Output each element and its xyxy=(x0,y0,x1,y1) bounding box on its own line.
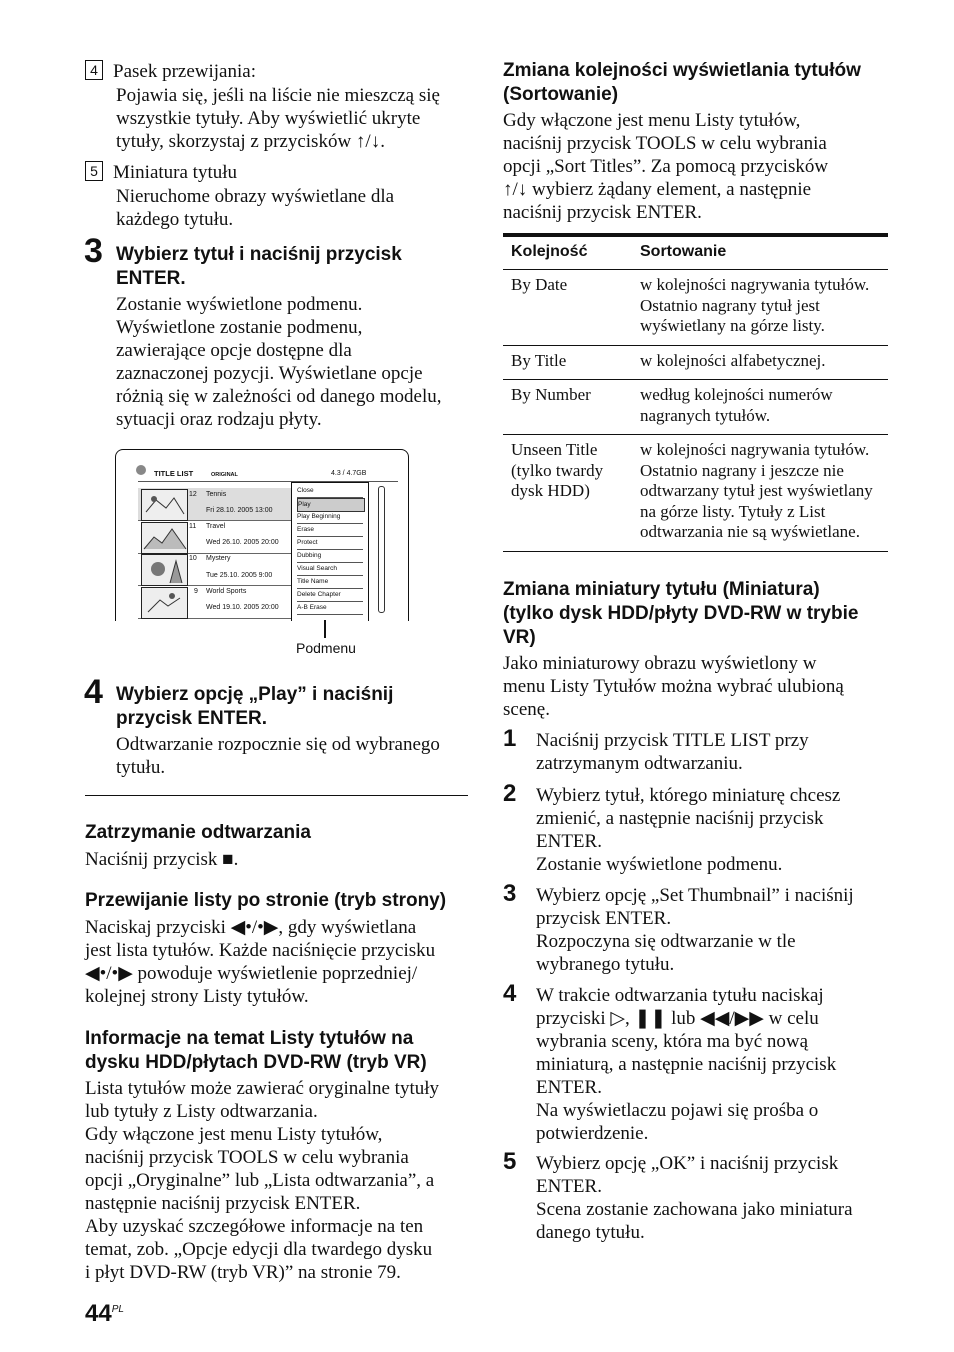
disc-icon xyxy=(136,465,146,475)
info-heading xyxy=(85,1027,427,1075)
stop-text: Naciśnij przycisk ■. xyxy=(85,849,239,870)
text-line: Na wyświetlaczu pojawi się prośba o xyxy=(536,1100,819,1121)
row-date: Fri 28.10. 2005 13:00 xyxy=(206,507,273,514)
text-line: naciśnij przycisk TOOLS w celu wybrania xyxy=(503,133,827,154)
step-4-text xyxy=(116,733,440,779)
row-number: 10 xyxy=(189,555,197,562)
item-4-text xyxy=(116,84,440,153)
heading-line: Zmiana miniatury tytułu (Miniatura) xyxy=(503,579,820,600)
paging-text xyxy=(85,916,435,1008)
row-date: Wed 19.10. 2005 20:00 xyxy=(206,604,279,611)
text-line: ◀•/•▶ powoduje wyświetlenie poprzedniej/ xyxy=(85,963,418,984)
table-cell: w kolejności alfabetycznej. xyxy=(632,345,888,380)
text-line: potwierdzenie. xyxy=(536,1123,649,1144)
step-1-text xyxy=(536,729,809,775)
text-line: miniaturą, a następnie naciśnij przycisk xyxy=(536,1054,837,1075)
text-line: Zostanie wyświetlone podmenu. xyxy=(536,854,783,875)
step-4b-text xyxy=(536,984,836,1145)
text-line: Odtwarzanie rozpocznie się od wybranego xyxy=(116,734,440,755)
step-3b-text xyxy=(536,884,854,976)
submenu xyxy=(291,482,369,621)
table-cell: By Date xyxy=(503,270,632,346)
sort-text xyxy=(503,109,828,224)
text-line: Scena zostanie zachowana jako miniatura xyxy=(536,1199,853,1220)
text-line: Naciskaj przyciski ◀•/•▶, gdy wyświetlana xyxy=(85,917,417,938)
text-line: kolejnej strony Listy tytułów. xyxy=(85,986,309,1007)
step-5-number: 5 xyxy=(503,1148,517,1175)
table-row xyxy=(503,380,888,435)
section-divider xyxy=(85,795,468,796)
text-line: Wybierz opcję „Set Thumbnail” i naciśnij xyxy=(536,885,854,906)
page-number xyxy=(85,1300,124,1328)
text-line: scenę. xyxy=(503,699,550,720)
text-line: ENTER. xyxy=(536,831,602,852)
title-thumbnail xyxy=(141,587,188,619)
stop-heading: Zatrzymanie odtwarzania xyxy=(85,822,311,843)
thumbnail-heading xyxy=(503,578,858,650)
row-date: Tue 25.10. 2005 9:00 xyxy=(206,572,273,579)
heading-line: VR) xyxy=(503,627,536,648)
title-thumbnail xyxy=(141,522,188,554)
row-title: Travel xyxy=(206,523,226,530)
item-5-number: 5 xyxy=(85,161,103,181)
submenu-item-close[interactable]: Close xyxy=(297,485,363,498)
text-line: wybrania sceny, która ma być nową xyxy=(536,1031,809,1052)
text-line: Rozpoczyna się odtwarzanie w tle xyxy=(536,931,796,952)
table-cell: w kolejności nagrywania tytułów. Ostatnio nagrany tytuł jest wyświetlany na górze listy. xyxy=(632,270,888,346)
text-line: Aby uzyskać szczegółowe informacje na ten xyxy=(85,1216,424,1237)
item-5 xyxy=(85,161,237,184)
scrollbar[interactable] xyxy=(378,486,385,613)
table-cell: By Number xyxy=(503,380,632,435)
step-2-text xyxy=(536,784,840,876)
text-line: Wybierz tytuł, którego miniaturę chcesz xyxy=(536,785,841,806)
row-title: Mystery xyxy=(206,555,231,562)
column-header: Kolejność xyxy=(503,235,632,270)
item-4-number: 4 xyxy=(85,60,103,80)
text-line: różnią się w zależności od danego modelu, xyxy=(116,386,442,407)
screen-capacity: 4.3 / 4.7GB xyxy=(331,470,367,477)
heading-line: ENTER. xyxy=(116,268,186,289)
text-line: Jako miniaturowy obrazu wyświetlony w xyxy=(503,653,817,674)
callout-podmenu: Podmenu xyxy=(296,640,356,656)
heading-line: Wybierz opcję „Play” i naciśnij xyxy=(116,684,394,705)
text-line: przyciski ▷, ❚❚ lub ◀◀/▶▶ w celu xyxy=(536,1008,819,1029)
row-number: 9 xyxy=(194,588,198,595)
table-cell: By Title xyxy=(503,345,632,380)
text-line: następnie naciśnij przycisk ENTER. xyxy=(85,1193,361,1214)
text-line: Naciśnij przycisk TITLE LIST przy xyxy=(536,730,809,751)
step-3-heading xyxy=(116,243,402,291)
heading-line: Informacje na temat Listy tytułów na xyxy=(85,1028,414,1049)
text-line: naciśnij przycisk TOOLS w celu wybrania xyxy=(85,1147,409,1168)
text-line: W trakcie odtwarzania tytułu naciskaj xyxy=(536,985,824,1006)
submenu-item-protect[interactable]: Protect xyxy=(297,537,363,550)
table-row xyxy=(503,345,888,380)
text-line: ENTER. xyxy=(536,1176,602,1197)
text-line: menu Listy Tytułów można wybrać ulubioną xyxy=(503,676,844,697)
text-line: Wybierz opcję „OK” i naciśnij przycisk xyxy=(536,1153,839,1174)
submenu-item-title-name[interactable]: Title Name xyxy=(297,576,363,589)
text-line: danego tytułu. xyxy=(536,1222,645,1243)
text-line: zawierające opcje dostępne dla xyxy=(116,340,352,361)
text-line: tytuły, skorzystaj z przycisków ↑/↓. xyxy=(116,131,385,152)
text-line: przycisk ENTER. xyxy=(536,908,672,929)
text-line: Zostanie wyświetlone podmenu. xyxy=(116,294,363,315)
step-4b-number: 4 xyxy=(503,980,517,1007)
text-line: zmienić, a następnie naciśnij przycisk xyxy=(536,808,824,829)
text-line: temat, zob. „Opcje edycji dla twardego dysku xyxy=(85,1239,433,1260)
heading-line: przycisk ENTER. xyxy=(116,708,267,729)
heading-line: (Sortowanie) xyxy=(503,84,619,105)
table-row xyxy=(503,270,888,346)
table-cell: Unseen Title (tylko twardy dysk HDD) xyxy=(503,435,632,552)
row-title: World Sports xyxy=(206,588,247,595)
submenu-item-delete-chapter[interactable]: Delete Chapter xyxy=(297,589,363,602)
submenu-item-dubbing[interactable]: Dubbing xyxy=(297,550,363,563)
text-line: tytułu. xyxy=(116,757,166,778)
text-line: wybranego tytułu. xyxy=(536,954,675,975)
text-line: i płyt DVD-RW (tryb VR)” na stronie 79. xyxy=(85,1262,401,1283)
screen-subtitle: ORIGINAL xyxy=(211,472,238,478)
step-3-text xyxy=(116,293,442,431)
step-1-number: 1 xyxy=(503,725,517,752)
step-2-number: 2 xyxy=(503,780,517,807)
table-row xyxy=(503,435,888,552)
language-code: PL xyxy=(111,1304,124,1315)
screen-title: TITLE LIST xyxy=(154,469,194,478)
text-line: naciśnij przycisk ENTER. xyxy=(503,202,702,223)
table-cell: w kolejności nagrywania tytułów. Ostatnio nagrany i jeszcze nie odtwarzany tytuł jest wyświetlany na górze listy. Tytuły z List odtwarzania nie są wyświetlane. xyxy=(632,435,888,552)
submenu-item-visual-search[interactable]: Visual Search xyxy=(297,563,363,576)
text-line: Gdy włączone jest menu Listy tytułów, xyxy=(503,110,801,131)
submenu-item-play-beginning[interactable]: Play Beginning xyxy=(297,511,363,524)
step-3-number: 3 xyxy=(84,232,103,270)
text-line: opcji „Oryginalne” lub „Lista odtwarzania”, a xyxy=(85,1170,435,1191)
step-4-heading xyxy=(116,683,393,731)
title-thumbnail xyxy=(141,489,188,521)
heading-line: dysku HDD/płytach DVD-RW (tryb VR) xyxy=(85,1052,427,1073)
step-4-number: 4 xyxy=(84,673,103,711)
submenu-item-ab-erase[interactable]: A-B Erase xyxy=(297,602,363,615)
sort-heading xyxy=(503,59,861,107)
text-line: zaznaczonej pozycji. Wyświetlane opcje xyxy=(116,363,423,384)
title-list-screen xyxy=(115,449,409,621)
text-line: wszystkie tytuły. Aby wyświetlić ukryte xyxy=(116,108,421,129)
info-text xyxy=(85,1077,439,1284)
submenu-item-erase[interactable]: Erase xyxy=(297,524,363,537)
row-number: 11 xyxy=(189,523,197,530)
text-line: ↑/↓ wybierz żądany element, a następnie xyxy=(503,179,812,200)
text-line: Lista tytułów może zawierać oryginalne tytuły xyxy=(85,1078,440,1099)
page-number-value: 44 xyxy=(85,1300,112,1327)
table-cell: według kolejności numerów nagranych tytułów. xyxy=(632,380,888,435)
paging-heading: Przewijanie listy po stronie (tryb strony) xyxy=(85,890,447,911)
step-5-text xyxy=(536,1152,853,1244)
step-3b-number: 3 xyxy=(503,880,517,907)
row-title: Tennis xyxy=(206,491,227,498)
heading-line: Wybierz tytuł i naciśnij przycisk xyxy=(116,244,402,265)
text-line: każdego tytułu. xyxy=(116,209,234,230)
thumbnail-text xyxy=(503,652,844,721)
title-thumbnail xyxy=(141,554,188,586)
submenu-item-play[interactable]: Play xyxy=(297,498,365,512)
heading-line: (tylko dysk HDD/płyty DVD-RW w trybie xyxy=(503,603,859,624)
text-line: Gdy włączone jest menu Listy tytułów, xyxy=(85,1124,383,1145)
text-line: jest lista tytułów. Każde naciśnięcie przycisku xyxy=(85,940,436,961)
item-5-title: Miniatura tytułu xyxy=(113,162,238,183)
heading-line: Zmiana kolejności wyświetlania tytułów xyxy=(503,60,861,81)
text-line: lub tytuły z Listy odtwarzania. xyxy=(85,1101,318,1122)
text-line: zatrzymanym odtwarzaniu. xyxy=(536,753,743,774)
text-line: Pojawia się, jeśli na liście nie mieszczą się xyxy=(116,85,440,106)
text-line: Nieruchome obrazy wyświetlane dla xyxy=(116,186,395,207)
item-4 xyxy=(85,60,256,83)
item-4-title: Pasek przewijania: xyxy=(113,61,256,82)
text-line: opcji „Sort Titles”. Za pomocą przycisków xyxy=(503,156,829,177)
text-line: ENTER. xyxy=(536,1077,602,1098)
row-number: 12 xyxy=(189,491,197,498)
row-date: Wed 26.10. 2005 20:00 xyxy=(206,539,279,546)
item-5-text xyxy=(116,185,394,231)
callout-line xyxy=(324,620,326,638)
column-header: Sortowanie xyxy=(632,235,888,270)
text-line: Wyświetlone zostanie podmenu, xyxy=(116,317,363,338)
sort-table xyxy=(503,233,888,552)
text-line: sytuacji oraz rodzaju płyty. xyxy=(116,409,322,430)
table-header-row xyxy=(503,235,888,270)
